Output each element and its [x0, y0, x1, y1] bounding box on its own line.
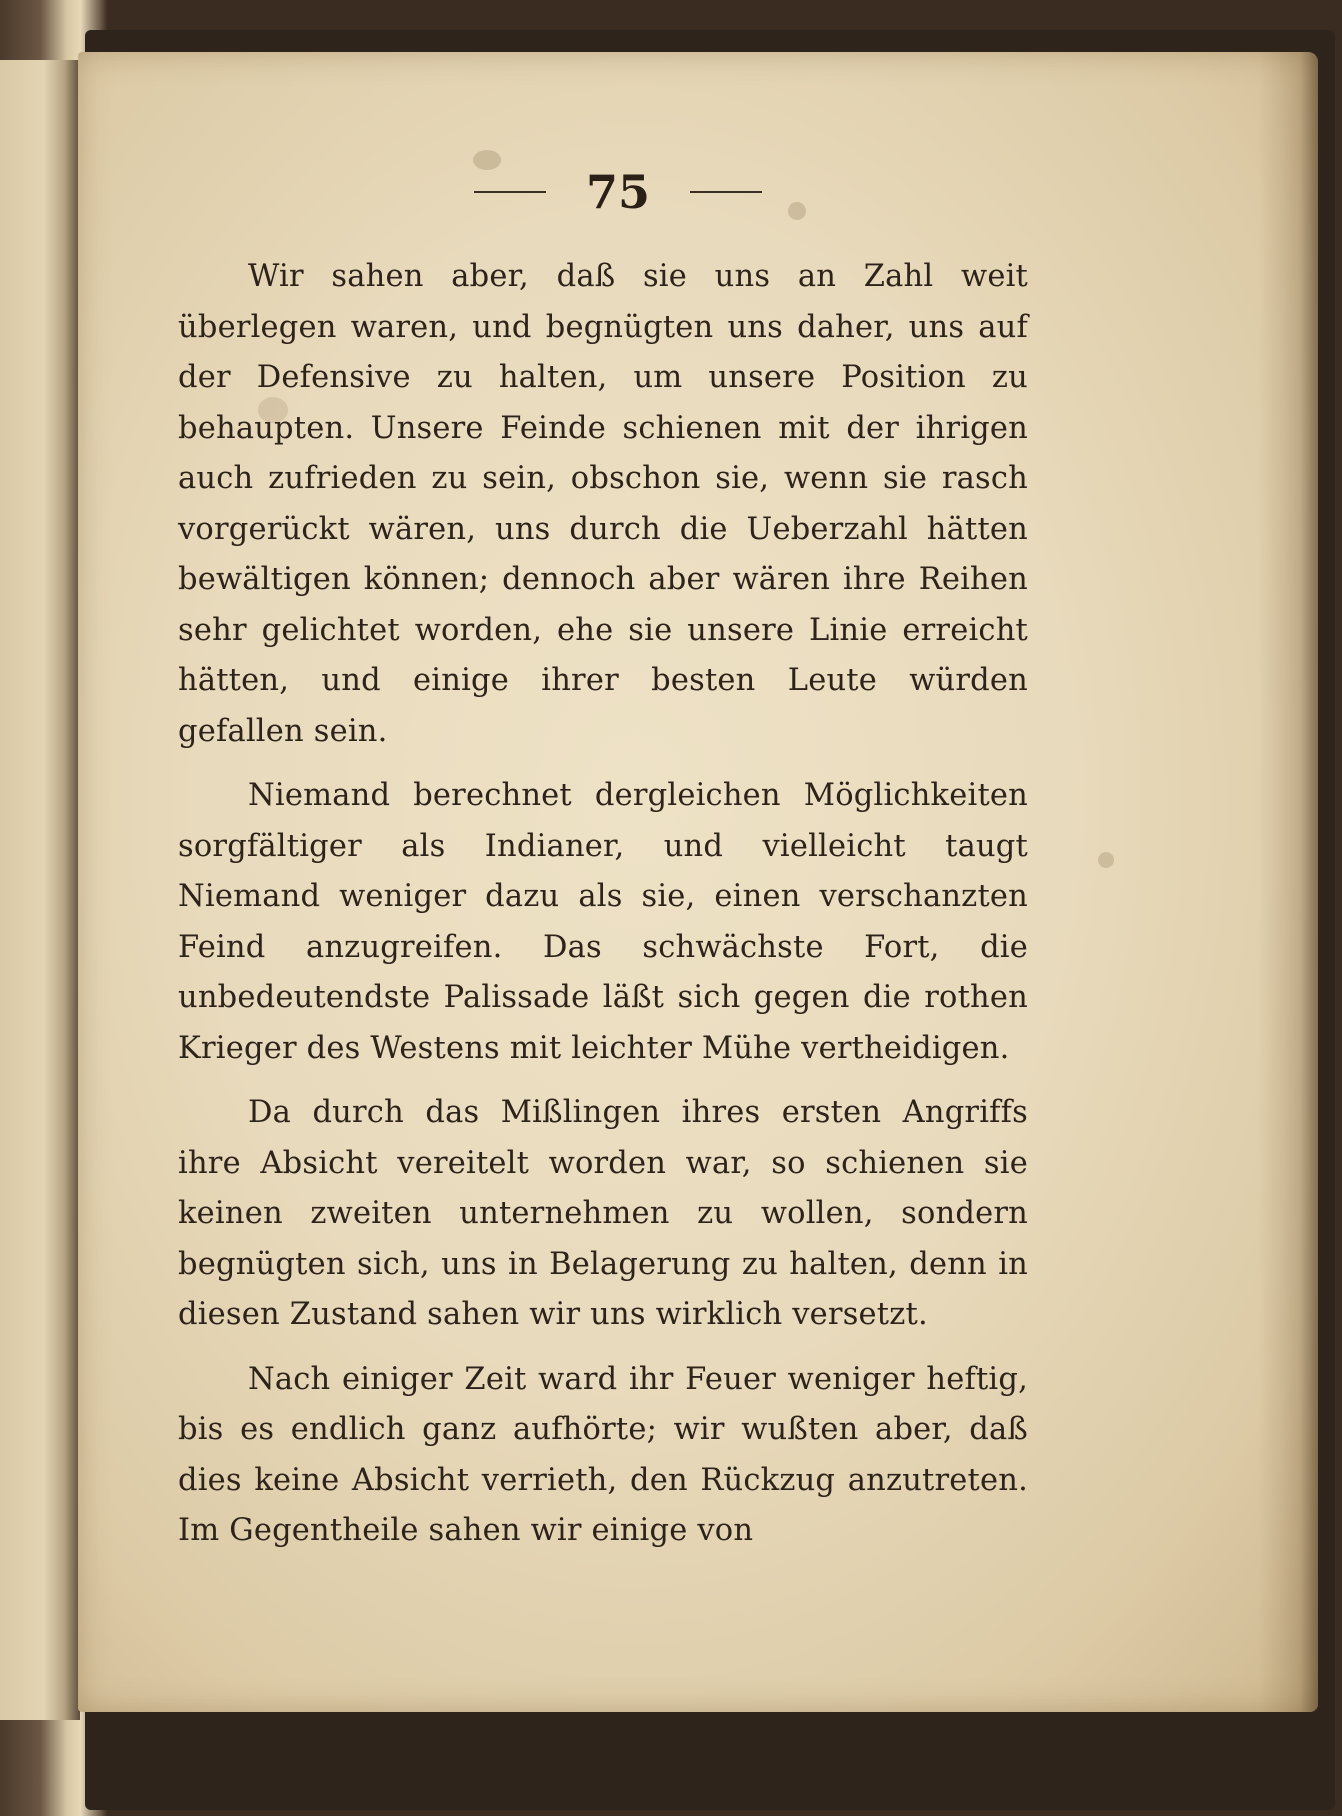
book-page	[78, 52, 1318, 1712]
paragraph-2: Niemand berechnet dergleichen Möglichkeiten sorgfältiger als Indianer, und vielleicht taugt Niemand weniger dazu als sie, einen verschanzten Feind anzugreifen. Das schwächste Fort, die unbedeutendste Palissade läßt sich gegen die rothen Krieger des Westens mit leichter Mühe vertheidigen.	[178, 778, 1028, 1066]
page-edge-shadow	[1258, 52, 1318, 1712]
paragraph-4: Nach einiger Zeit ward ihr Feuer weniger heftig, bis es endlich ganz aufhörte; wir wußten aber, daß dies keine Absicht verrieth, den Rückzug anzutreten. Im Gegentheile sahen wir einige von	[178, 1361, 1028, 1548]
page-number: 75	[585, 165, 650, 219]
paragraph-3: Da durch das Mißlingen ihres ersten Angriffs ihre Absicht vereitelt worden war, so schienen sie keinen zweiten unternehmen zu wollen, sondern begnügten sich, uns in Belagerung zu halten, denn in diesen Zustand sahen wir uns wirklich versetzt.	[178, 1095, 1028, 1332]
facing-page-edge	[0, 60, 80, 1720]
body-text	[178, 252, 1028, 1571]
header-rule-left	[474, 191, 546, 193]
page-header	[78, 152, 1158, 232]
foxing-spot	[1098, 852, 1114, 868]
header-rule-right	[690, 191, 762, 193]
paragraph-1: Wir sahen aber, daß sie uns an Zahl weit überlegen waren, und begnügten uns daher, uns auf der Defensive zu halten, um unsere Position zu behaupten. Unsere Feinde schienen mit der ihrigen auch zufrieden zu sein, obschon sie, wenn sie rasch vorgerückt wären, uns durch die Ueberzahl hätten bewältigen können; dennoch aber wären ihre Reihen sehr gelichtet worden, ehe sie unsere Linie erreicht hätten, und einige ihrer besten Leute würden gefallen sein.	[178, 259, 1028, 749]
